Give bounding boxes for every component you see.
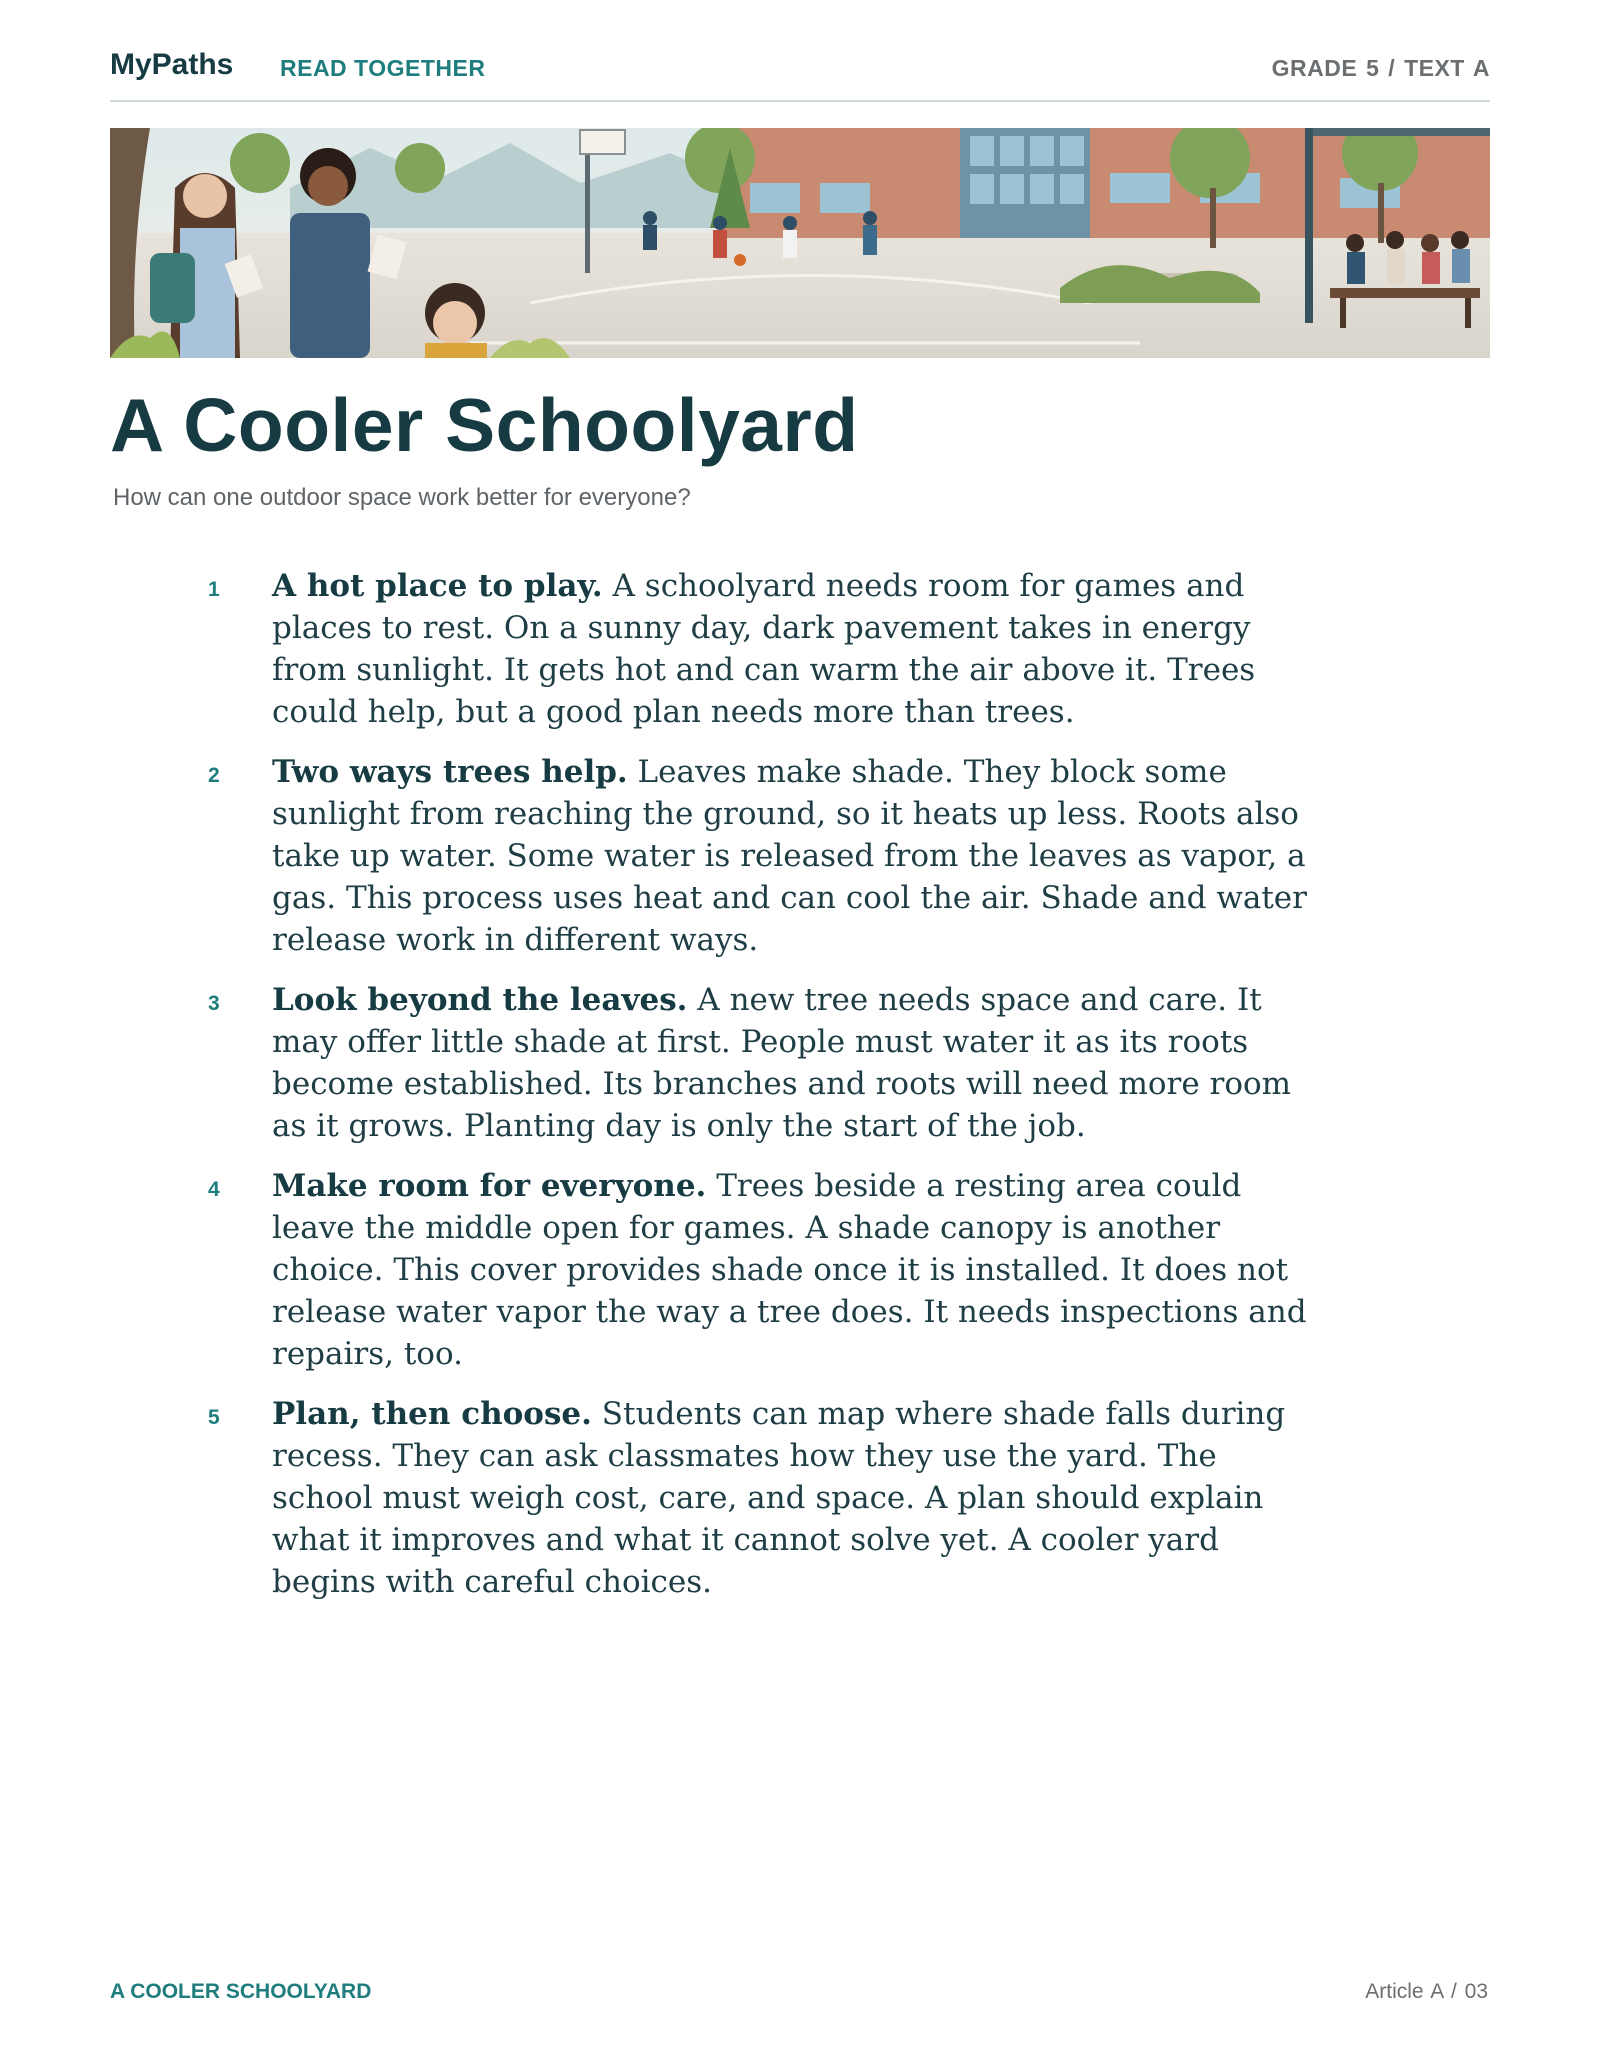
article-body: [200, 565, 1320, 1621]
paragraph: [200, 979, 1320, 1147]
paragraph-heading: A hot place to play.: [272, 568, 603, 604]
article-title: A Cooler Schoolyard: [110, 383, 859, 467]
paragraph-number: 3: [208, 992, 220, 1015]
paragraph: [200, 751, 1320, 961]
section-label: READ TOGETHER: [280, 55, 486, 81]
grade-label: GRADE 5 / TEXT A: [1271, 55, 1490, 81]
paragraph: [200, 1393, 1320, 1603]
paragraph-text: A schoolyard needs room for games and places to rest. On a sunny day, dark pavement takes in energy from sunlight. It gets hot and can warm the air above it. Trees could help, but a good plan needs more than trees.: [272, 568, 1256, 730]
paragraph-text: Students can map where shade falls during recess. They can ask classmates how they use the yard. The school must weigh cost, care, and space. A plan should explain what it improves and what it cannot solve yet. A cooler yard begins with careful choices.: [272, 1396, 1286, 1600]
article-subtitle: How can one outdoor space work better for everyone?: [113, 484, 691, 511]
paragraph-text: A new tree needs space and care. It may offer little shade at first. People must water it as its roots become established. Its branches and roots will need more room as it grows. Planting day is only the start of the job.: [272, 982, 1292, 1144]
paragraph-number: 2: [208, 764, 220, 787]
footer-title: A COOLER SCHOOLYARD: [110, 1980, 372, 2003]
footer-page-number: Article A / 03: [1365, 1980, 1488, 2003]
paragraph-number: 1: [208, 578, 220, 601]
paragraph-number: 5: [208, 1406, 220, 1429]
paragraph-heading: Plan, then choose.: [272, 1396, 592, 1432]
brand-logo[interactable]: MyPaths: [110, 48, 234, 81]
hero-image: [110, 128, 1490, 358]
paragraph: [200, 1165, 1320, 1375]
paragraph-text: Trees beside a resting area could leave the middle open for games. A shade canopy is another choice. This cover provides shade once it is installed. It does not release water vapor the way a tree does. It needs inspections and repairs, too.: [272, 1168, 1307, 1372]
page-header: [110, 48, 1490, 102]
paragraph-heading: Two ways trees help.: [272, 754, 628, 790]
paragraph-heading: Look beyond the leaves.: [272, 982, 688, 1018]
paragraph-text: Leaves make shade. They block some sunlight from reaching the ground, so it heats up less. Roots also take up water. Some water is released from the leaves as vapor, a gas. This process uses heat and can cool the air. Shade and water release work in different ways.: [272, 754, 1307, 958]
paragraph-number: 4: [208, 1178, 220, 1201]
paragraph-heading: Make room for everyone.: [272, 1168, 707, 1204]
paragraph: [200, 565, 1320, 733]
schoolyard-illustration-icon: [110, 128, 1490, 358]
